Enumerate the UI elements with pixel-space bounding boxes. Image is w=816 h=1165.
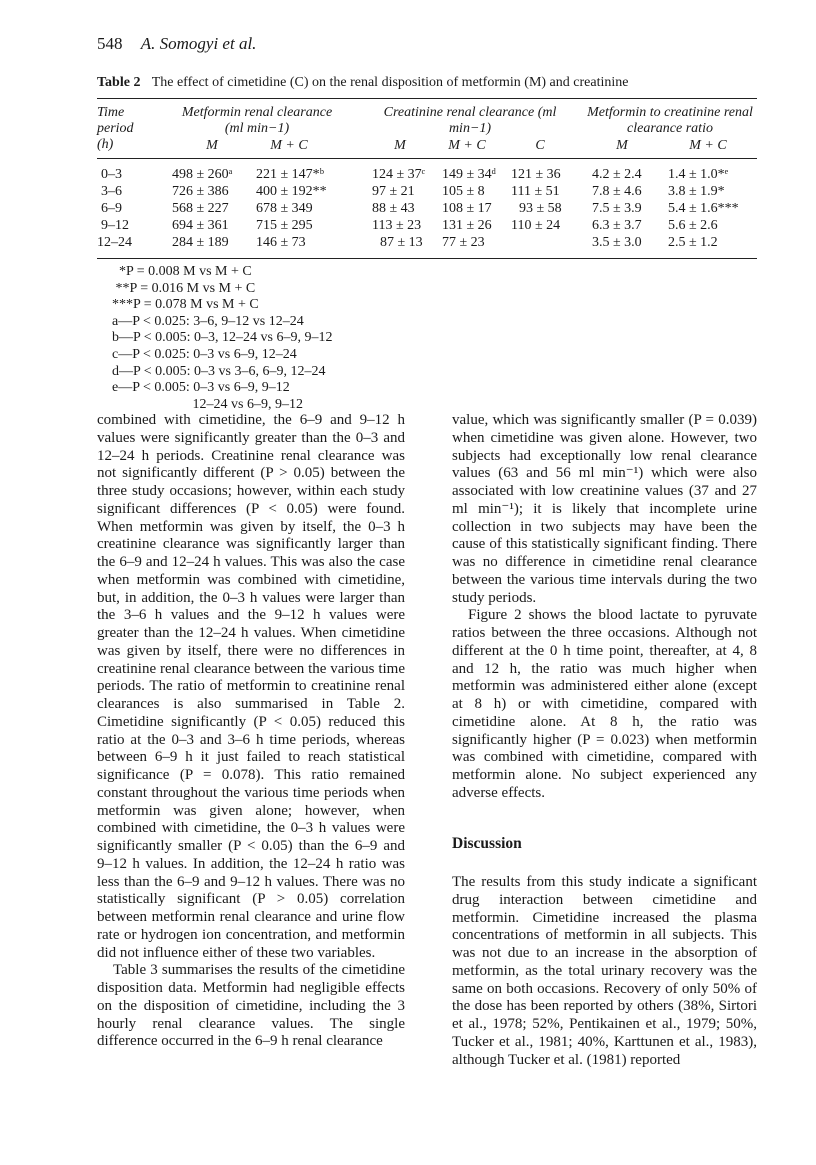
footnote: ***P = 0.078 M vs M + C (112, 297, 259, 313)
cell-ratio-mc: 5.6 ± 2.6 (668, 218, 718, 233)
cell-cr-mc: 108 ± 17 (442, 201, 492, 216)
cell-met-mc: 221 ± 147*ᵇ (256, 167, 325, 182)
cell-cr-mc: 131 ± 26 (442, 218, 492, 233)
cell-cr-c: 121 ± 36 (511, 167, 561, 182)
table-caption (97, 75, 628, 91)
cell-cr-m: 88 ± 43 (372, 201, 415, 216)
cell-time: 12–24 (97, 235, 132, 250)
cell-cr-mc: 149 ± 34ᵈ (442, 167, 497, 182)
sub-header-creatinine-m: M (394, 138, 406, 153)
cell-cr-c: 111 ± 51 (511, 184, 560, 199)
sub-header-ratio-mc: M + C (689, 138, 727, 153)
footnote: **P = 0.016 M vs M + C (112, 280, 256, 296)
cell-met-mc: 678 ± 349 (256, 201, 313, 216)
cell-met-m: 284 ± 189 (172, 235, 229, 250)
cell-met-m: 568 ± 227 (172, 201, 229, 216)
cell-ratio-m: 7.8 ± 4.6 (592, 184, 642, 199)
cell-cr-m: 113 ± 23 (372, 218, 422, 233)
header-time-period: Time period (h) (97, 105, 134, 152)
cell-cr-c: 110 ± 24 (511, 218, 561, 233)
sub-header-creatinine-c: C (535, 138, 545, 153)
footnote: b—P < 0.005: 0–3, 12–24 vs 6–9, 9–12 (112, 330, 333, 346)
footnote: e—P < 0.005: 0–3 vs 6–9, 9–12 (112, 380, 290, 396)
cell-ratio-mc: 1.4 ± 1.0*ᵉ (668, 167, 729, 182)
footnote: a—P < 0.025: 3–6, 9–12 vs 12–24 (112, 313, 304, 329)
left-column (97, 412, 405, 1051)
cell-met-m: 498 ± 260ᵃ (172, 167, 233, 182)
cell-ratio-m: 3.5 ± 3.0 (592, 235, 642, 250)
cell-time: 0–3 (101, 167, 122, 182)
cell-cr-mc: 105 ± 8 (442, 184, 485, 199)
cell-ratio-mc: 5.4 ± 1.6*** (668, 201, 739, 216)
table-footnotes (112, 264, 333, 413)
table-top-rule (97, 98, 757, 99)
header-creatinine-clearance: Creatinine renal clearance (ml min−1) (383, 105, 557, 136)
cell-met-mc: 400 ± 192** (256, 184, 327, 199)
cell-time: 9–12 (101, 218, 129, 233)
footnote: *P = 0.008 M vs M + C (112, 264, 252, 279)
cell-ratio-m: 7.5 ± 3.9 (592, 201, 642, 216)
body-paragraph: Figure 2 shows the blood lactate to pyruvate ratios between the three occasions. Although not different at the 0 h time point, thereafter, at 4, 8 and 12 h, the ratio was much higher when metformin was administered either alone (except at 8 h) or with cimetidine, compared with cimetidine alone. At 8 h, the ratio was significantly higher (P = 0.023) when metformin was combined with cimetidine, compared with metformin alone. No subject experienced any adverse effects. (452, 607, 757, 801)
cell-ratio-mc: 3.8 ± 1.9* (668, 184, 725, 199)
footnote: c—P < 0.025: 0–3 vs 6–9, 12–24 (112, 346, 297, 362)
sub-header-creatinine-mc: M + C (448, 138, 486, 153)
right-column (452, 412, 757, 803)
running-authors: A. Somogyi et al. (140, 34, 257, 53)
sub-header-metformin-m: M (206, 138, 218, 153)
cell-met-m: 726 ± 386 (172, 184, 229, 199)
table-title: The effect of cimetidine (C) on the renal disposition of metformin (M) and creatinine (151, 75, 629, 90)
discussion-text (452, 874, 757, 1069)
body-paragraph: Table 3 summarises the results of the cimetidine disposition data. Metformin had negligible effects on the disposition of cimetidine, including the 3 hourly renal clearance values. The single difference occurred in the 6–9 h renal clearance (97, 962, 405, 1050)
table-header-rule (97, 158, 757, 159)
cell-cr-m: 124 ± 37ᶜ (372, 167, 426, 182)
running-header (97, 34, 256, 54)
discussion-heading: Discussion (452, 835, 522, 852)
header-ratio: Metformin to creatinine renal clearance ratio (587, 105, 753, 136)
sub-header-metformin-mc: M + C (270, 138, 308, 153)
page-number: 548 (97, 34, 123, 53)
cell-met-m: 694 ± 361 (172, 218, 229, 233)
cell-ratio-m: 6.3 ± 3.7 (592, 218, 642, 233)
cell-ratio-m: 4.2 ± 2.4 (592, 167, 642, 182)
body-paragraph: combined with cimetidine, the 6–9 and 9–12 h values were significantly greater than the 0–3 and 12–24 h periods. Creatinine renal clearance was not significantly different (P > 0.05) between the three study occasions; however, within each study significant differences (P < 0.05) were found. When metformin was given by itself, the 0–3 h creatinine clearance was significantly larger than the 6–9 and 12–24 h values. This was also the case when metformin was combined with cimetidine, but, in addition, the 0–3 h values were larger than the 3–6 h values and the 9–12 h values were greater than the 12–24 h values. When cimetidine was given by itself, there were no differences in creatinine renal clearance between the various time periods. The ratio of metformin to creatinine renal clearances is also summarised in Table 2. Cimetidine significantly (P < 0.05) reduced this ratio at the 0–3 and 3–6 h time periods, whereas between 6–9 h it just failed to reach statistical significance (P = 0.078). This ratio remained constant throughout the various time periods when metformin was given alone; however, when combined with cimetidine, the 0–3 h values were significantly smaller (P < 0.05) than the 6–9 and 9–12 h values. In addition, the 12–24 h ratio was less than the 6–9 and 9–12 h values. There was no statistically significant (P > 0.05) correlation between metformin renal clearance and urine flow rate or hydrogen ion concentration, and metformin did not influence either of these two variables. (97, 412, 405, 961)
cell-cr-m: 97 ± 21 (372, 184, 415, 199)
table-label: Table 2 (97, 75, 141, 90)
header-metformin-clearance: Metformin renal clearance (ml min−1) (181, 105, 333, 136)
table-bottom-rule (97, 258, 757, 259)
cell-time: 3–6 (101, 184, 122, 199)
cell-met-mc: 715 ± 295 (256, 218, 313, 233)
footnote: 12–24 vs 6–9, 9–12 (112, 396, 303, 412)
cell-time: 6–9 (101, 201, 122, 216)
cell-cr-c: 93 ± 58 (519, 201, 562, 216)
cell-ratio-mc: 2.5 ± 1.2 (668, 235, 718, 250)
body-paragraph: value, which was significantly smaller (P = 0.039) when cimetidine was given alone. However, two subjects had exceptionally low renal clearance values (63 and 56 ml min⁻¹) which were also associated with low creatinine values (37 and 27 ml min⁻¹); it is likely that incomplete urine collection in two subjects may have been the cause of this statistically significant finding. There was no difference in cimetidine renal clearance between the various time intervals during the two study periods. (452, 412, 757, 606)
sub-header-ratio-m: M (616, 138, 628, 153)
cell-met-mc: 146 ± 73 (256, 235, 306, 250)
cell-cr-mc: 77 ± 23 (442, 235, 485, 250)
footnote: d—P < 0.005: 0–3 vs 3–6, 6–9, 12–24 (112, 363, 326, 379)
body-paragraph: The results from this study indicate a significant drug interaction between cimetidine and metformin. Cimetidine increased the plasma concentrations of metformin in all subjects. This was not due to an increase in the absorption of metformin, as the total urinary recovery was the same on both occasions. Recovery of only 50% of the dose has been reported by others (38%, Sirtori et al., 1978; 52%, Pentikainen et al., 1979; 50%, Tucker et al., 1981; 40%, Karttunen et al., 1983), although Tucker et al. (1981) reported (452, 874, 757, 1068)
cell-cr-m: 87 ± 13 (380, 235, 423, 250)
